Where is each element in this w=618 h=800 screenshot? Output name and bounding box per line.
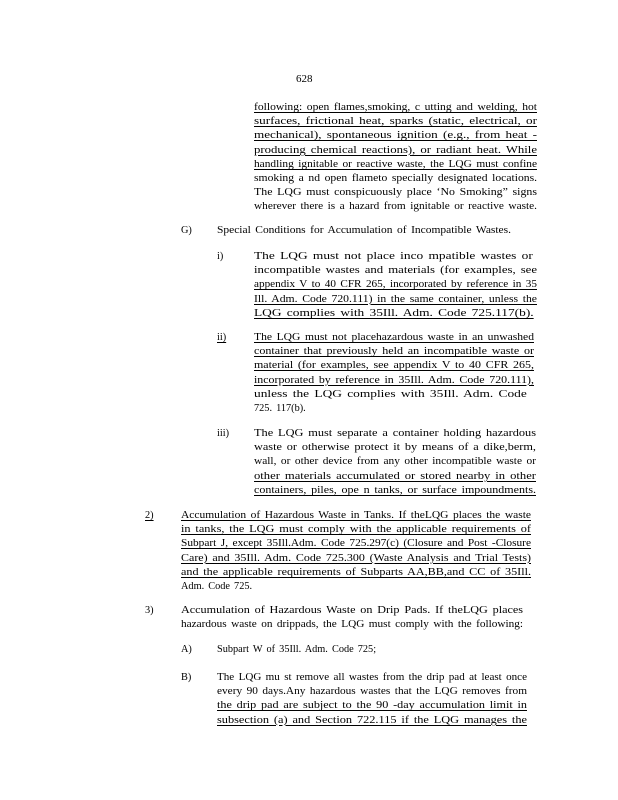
text-line: containers, piles, ope n tanks, or surface impoundments.: [254, 484, 536, 496]
text-line: every 90 days.Any hazardous wastes that the LQG removes from: [217, 686, 527, 698]
item-g-iii-label: iii): [217, 428, 230, 439]
text-line: handling ignitable or reactive waste, the LQG must confine: [254, 158, 537, 170]
text-line: Subpart J, except 35Ill.Adm. Code 725.297(c) (Closure and Post -Closure: [181, 538, 531, 550]
text-line: The LQG mu st remove all wastes from the drip pad at least once: [217, 672, 527, 683]
text-line: 725. 117(b).: [254, 403, 306, 414]
text-line: wherever there is a hazard from ignitable or reactive waste.: [254, 201, 537, 213]
item-g-ii-label: ii): [217, 332, 227, 343]
text-line: surfaces, frictional heat, sparks (static, electrical, or: [254, 116, 537, 128]
text-line: other materials accumulated or stored nearby in other: [254, 470, 536, 482]
text-line: and the applicable requirements of Subparts AA,BB,and CC of 35Ill.: [181, 566, 531, 578]
item-3-a-label: A): [181, 644, 192, 655]
text-line: appendix V to 40 CFR 265, incorporated by reference in 35: [254, 279, 537, 291]
text-line: mechanical), spontaneous ignition (e.g., from heat -: [254, 130, 537, 142]
item-g-label: G): [181, 225, 192, 236]
text-line: The LQG must not placehazardous waste in an unwashed: [254, 332, 534, 343]
text-line: Special Conditions for Accumulation of Incompatible Wastes.: [217, 225, 511, 236]
text-line: incorporated by reference in 35Ill. Adm. Code 720.111),: [254, 374, 534, 386]
text-line: Accumulation of Hazardous Waste in Tanks. If theLQG places the waste: [181, 510, 531, 521]
text-line: waste or otherwise protect it by means of a dike,berm,: [254, 442, 536, 454]
text-line: Accumulation of Hazardous Waste on Drip Pads. If theLQG places: [181, 605, 523, 616]
text-line: in tanks, the LQG must comply with the applicable requirements of: [181, 524, 531, 536]
text-line: following: open flames,smoking, c utting and welding, hot: [254, 102, 537, 113]
text-line: The LQG must conspicuously place ‘No Smoking” signs: [254, 187, 537, 199]
page-number: 628: [296, 73, 313, 85]
text-line: LQG complies with 35Ill. Adm. Code 725.117(b).: [254, 307, 534, 319]
text-line: material (for examples, see appendix V to 40 CFR 265,: [254, 360, 534, 372]
text-line: The LQG must not place inco mpatible wastes or: [254, 251, 533, 262]
text-line: hazardous waste on drippads, the LQG must comply with the following:: [181, 619, 523, 631]
text-line: container that previously held an incompatible waste or: [254, 346, 534, 358]
text-line: producing chemical reactions), or radiant heat. While: [254, 144, 537, 156]
item-g-i-label: i): [217, 251, 224, 262]
text-line: Subpart W of 35Ill. Adm. Code 725;: [217, 644, 377, 655]
text-line: subsection (a) and Section 722.115 if the LQG manages the: [217, 714, 527, 726]
text-line: Ill. Adm. Code 720.111) in the same container, unless the: [254, 293, 537, 305]
text-line: unless the LQG complies with 35Ill. Adm. Code: [254, 388, 527, 400]
item-3-b-label: B): [181, 672, 192, 683]
text-line: smoking a nd open flameto specially designated locations.: [254, 173, 537, 184]
item-2-label: 2): [145, 510, 154, 521]
text-line: incompatible wastes and materials (for examples, see: [254, 265, 537, 277]
item-3-label: 3): [145, 605, 154, 616]
text-line: Care) and 35Ill. Adm. Code 725.300 (Waste Analysis and Trial Tests): [181, 552, 531, 564]
text-line: Adm. Code 725.: [181, 581, 253, 592]
text-line: the drip pad are subject to the 90 -day accumulation limit in: [217, 700, 527, 712]
text-line: wall, or other device from any other incompatible waste or: [254, 456, 536, 468]
text-line: The LQG must separate a container holding hazardous: [254, 428, 536, 439]
